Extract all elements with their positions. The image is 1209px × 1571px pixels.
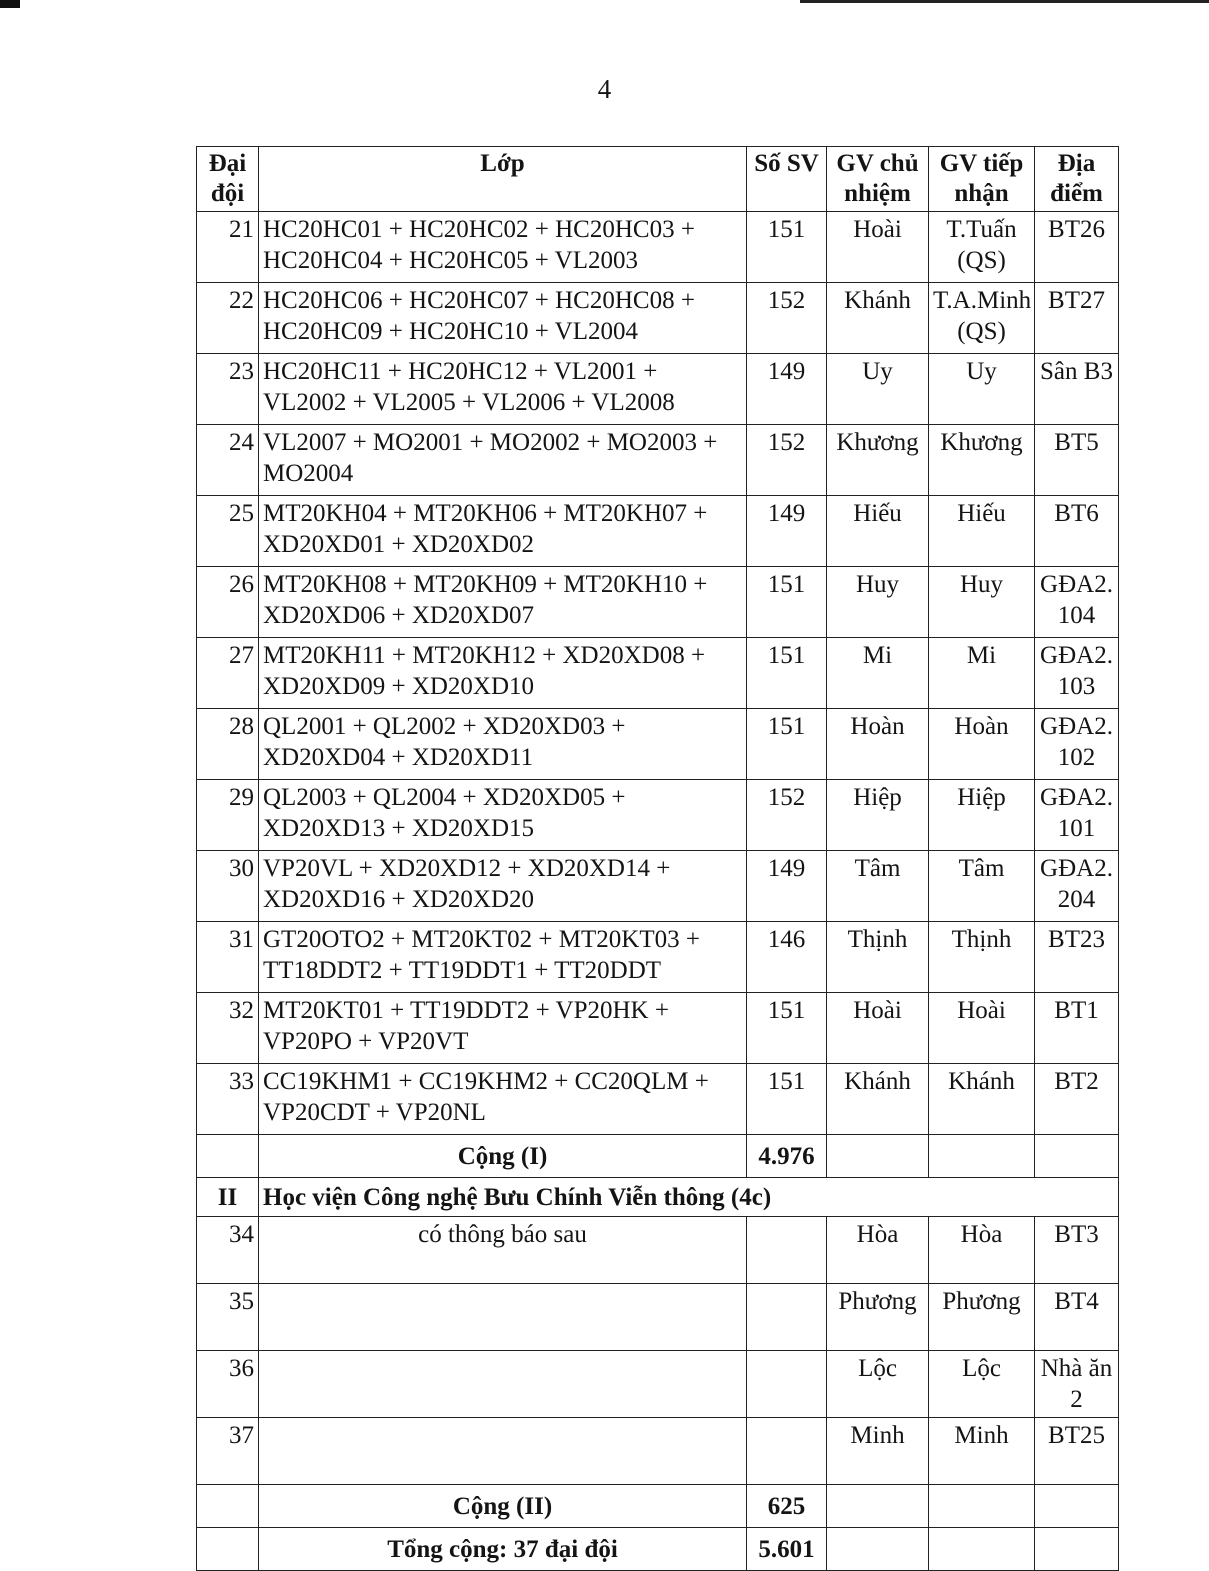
receiving-teacher: Huy [929,567,1035,638]
subtotal-row-2 [197,1485,1119,1528]
receiving-teacher: Hoàn [929,709,1035,780]
section-title: Học viện Công nghệ Bưu Chính Viễn thông (4c) [259,1178,1119,1217]
company-number: 32 [197,993,259,1064]
class-list: CC19KHM1 + CC19KHM2 + CC20QLM + VP20CDT + VP20NL [259,1064,747,1135]
homeroom-teacher: Hiếu [827,496,929,567]
company-number: 31 [197,922,259,993]
homeroom-teacher: Thịnh [827,922,929,993]
homeroom-teacher: Khánh [827,1064,929,1135]
student-count: 151 [747,212,827,283]
section-heading-row [197,1178,1119,1217]
subtotal-row-1 [197,1135,1119,1178]
receiving-teacher: Hiếu [929,496,1035,567]
empty-cell [1035,1135,1119,1178]
homeroom-teacher: Hoài [827,212,929,283]
class-list: MT20KT01 + TT19DDT2 + VP20HK + VP20PO + VP20VT [259,993,747,1064]
student-count: 152 [747,283,827,354]
class-list: QL2001 + QL2002 + XD20XD03 + XD20XD04 + XD20XD11 [259,709,747,780]
company-number: 27 [197,638,259,709]
receiving-teacher: Uy [929,354,1035,425]
table-row [197,851,1119,922]
receiving-teacher: Khương [929,425,1035,496]
grand-total-row-value: 5.601 [747,1528,827,1571]
company-number: 26 [197,567,259,638]
student-count [747,1351,827,1418]
section-number: II [197,1178,259,1217]
student-count: 149 [747,496,827,567]
class-list [259,1418,747,1485]
homeroom-teacher: Hoàn [827,709,929,780]
grand-total-row [197,1528,1119,1571]
receiving-teacher: Hiệp [929,780,1035,851]
table-header-row [197,147,1119,212]
company-number: 36 [197,1351,259,1418]
table-row [197,1284,1119,1351]
location: GĐA2. 103 [1035,638,1119,709]
table-row [197,567,1119,638]
receiving-teacher: Mi [929,638,1035,709]
table-row [197,638,1119,709]
header-dai-doi: Đại đội [197,147,259,212]
location: BT23 [1035,922,1119,993]
company-number: 21 [197,212,259,283]
empty-cell [827,1485,929,1528]
homeroom-teacher: Hiệp [827,780,929,851]
homeroom-teacher: Phương [827,1284,929,1351]
location: BT3 [1035,1217,1119,1284]
receiving-teacher: T.A.Minh (QS) [929,283,1035,354]
table-row [197,993,1119,1064]
table-row [197,780,1119,851]
empty-cell [929,1485,1035,1528]
class-list [259,1284,747,1351]
class-list: HC20HC11 + HC20HC12 + VL2001 + VL2002 + VL2005 + VL2006 + VL2008 [259,354,747,425]
header-dia-diem: Địa điểm [1035,147,1119,212]
empty-cell [197,1528,259,1571]
receiving-teacher: Khánh [929,1064,1035,1135]
empty-cell [1035,1485,1119,1528]
subtotal-row-1-value: 4.976 [747,1135,827,1178]
location: BT2 [1035,1064,1119,1135]
company-number: 25 [197,496,259,567]
receiving-teacher: Tâm [929,851,1035,922]
grand-total-row-label: Tổng cộng: 37 đại đội [259,1528,747,1571]
class-list: có thông báo sau [259,1217,747,1284]
class-list: HC20HC01 + HC20HC02 + HC20HC03 + HC20HC04 + HC20HC05 + VL2003 [259,212,747,283]
class-list: VP20VL + XD20XD12 + XD20XD14 + XD20XD16 + XD20XD20 [259,851,747,922]
location: BT27 [1035,283,1119,354]
receiving-teacher: Thịnh [929,922,1035,993]
company-number: 34 [197,1217,259,1284]
empty-cell [827,1528,929,1571]
company-number: 30 [197,851,259,922]
homeroom-teacher: Minh [827,1418,929,1485]
homeroom-teacher: Uy [827,354,929,425]
location: BT4 [1035,1284,1119,1351]
student-count: 151 [747,709,827,780]
subtotal-row-2-label: Cộng (II) [259,1485,747,1528]
table-row [197,496,1119,567]
header-gv-chu-nhiem: GV chủ nhiệm [827,147,929,212]
student-count: 146 [747,922,827,993]
receiving-teacher: Hoài [929,993,1035,1064]
class-list: MT20KH11 + MT20KH12 + XD20XD08 + XD20XD09 + XD20XD10 [259,638,747,709]
receiving-teacher: Phương [929,1284,1035,1351]
class-list: HC20HC06 + HC20HC07 + HC20HC08 + HC20HC09 + HC20HC10 + VL2004 [259,283,747,354]
receiving-teacher: T.Tuấn (QS) [929,212,1035,283]
table-row [197,1217,1119,1284]
class-list: GT20OTO2 + MT20KT02 + MT20KT03 + TT18DDT2 + TT19DDT1 + TT20DDT [259,922,747,993]
company-number: 23 [197,354,259,425]
student-count: 149 [747,354,827,425]
location: BT6 [1035,496,1119,567]
empty-cell [929,1528,1035,1571]
receiving-teacher: Lộc [929,1351,1035,1418]
homeroom-teacher: Huy [827,567,929,638]
empty-cell [197,1485,259,1528]
empty-cell [1035,1528,1119,1571]
location: BT26 [1035,212,1119,283]
table-row [197,1418,1119,1485]
class-list: VL2007 + MO2001 + MO2002 + MO2003 + MO2004 [259,425,747,496]
receiving-teacher: Hòa [929,1217,1035,1284]
class-list: MT20KH08 + MT20KH09 + MT20KH10 + XD20XD06 + XD20XD07 [259,567,747,638]
table-row [197,709,1119,780]
homeroom-teacher: Khánh [827,283,929,354]
table-row [197,1351,1119,1418]
scan-top-rule [800,0,1209,3]
student-count: 151 [747,993,827,1064]
student-count [747,1284,827,1351]
student-count [747,1217,827,1284]
homeroom-teacher: Lộc [827,1351,929,1418]
company-number: 28 [197,709,259,780]
company-number: 35 [197,1284,259,1351]
table-row [197,283,1119,354]
scan-corner-mark [0,0,20,8]
student-count: 151 [747,638,827,709]
location: GĐA2. 104 [1035,567,1119,638]
empty-cell [929,1135,1035,1178]
location: GĐA2. 101 [1035,780,1119,851]
student-count [747,1418,827,1485]
header-so-sv: Số SV [747,147,827,212]
location: GĐA2. 102 [1035,709,1119,780]
location: BT1 [1035,993,1119,1064]
table-row [197,922,1119,993]
company-assignment-table [196,146,1119,1571]
table-row [197,212,1119,283]
empty-cell [197,1135,259,1178]
location: BT5 [1035,425,1119,496]
homeroom-teacher: Hoài [827,993,929,1064]
company-number: 37 [197,1418,259,1485]
table-row [197,425,1119,496]
class-list: QL2003 + QL2004 + XD20XD05 + XD20XD13 + XD20XD15 [259,780,747,851]
location: BT25 [1035,1418,1119,1485]
homeroom-teacher: Khương [827,425,929,496]
page-number: 4 [597,74,612,104]
company-number: 22 [197,283,259,354]
student-count: 149 [747,851,827,922]
location: GĐA2. 204 [1035,851,1119,922]
student-count: 151 [747,1064,827,1135]
student-count: 151 [747,567,827,638]
table-row [197,1064,1119,1135]
company-number: 24 [197,425,259,496]
subtotal-row-1-label: Cộng (I) [259,1135,747,1178]
company-number: 33 [197,1064,259,1135]
class-list: MT20KH04 + MT20KH06 + MT20KH07 + XD20XD01 + XD20XD02 [259,496,747,567]
homeroom-teacher: Hòa [827,1217,929,1284]
company-number: 29 [197,780,259,851]
header-gv-tiep-nhan: GV tiếp nhận [929,147,1035,212]
homeroom-teacher: Mi [827,638,929,709]
location: Nhà ăn 2 [1035,1351,1119,1418]
subtotal-row-2-value: 625 [747,1485,827,1528]
homeroom-teacher: Tâm [827,851,929,922]
student-count: 152 [747,780,827,851]
student-count: 152 [747,425,827,496]
location: Sân B3 [1035,354,1119,425]
empty-cell [827,1135,929,1178]
header-lop: Lớp [259,147,747,212]
class-list [259,1351,747,1418]
table-row [197,354,1119,425]
receiving-teacher: Minh [929,1418,1035,1485]
